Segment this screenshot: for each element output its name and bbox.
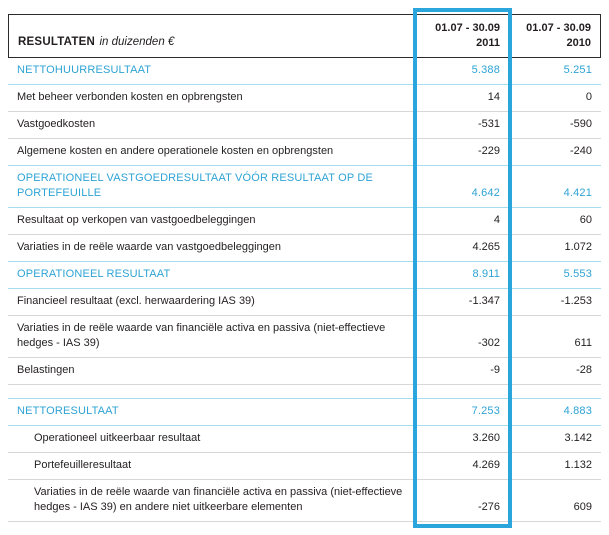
row-value-2010-cell xyxy=(509,208,601,235)
header-2011-year: 2011 xyxy=(476,37,500,49)
row-value-2011-cell xyxy=(414,316,509,358)
row-value-2010: -590 xyxy=(509,112,601,139)
header-title-emphasis: in duizenden € xyxy=(99,36,175,48)
row-label-cell xyxy=(8,166,414,208)
table-row xyxy=(8,358,601,385)
row-label: Vastgoedkosten xyxy=(8,112,414,139)
row-value-2010-cell xyxy=(509,289,601,316)
row-value-2011: 4 xyxy=(414,208,509,235)
table-row xyxy=(8,235,601,262)
row-value-2010: 1.072 xyxy=(509,235,601,262)
row-value-2011-cell xyxy=(414,289,509,316)
row-value-2010-cell xyxy=(509,139,601,166)
table-row xyxy=(8,112,601,139)
row-value-2011: 4.642 xyxy=(414,181,509,208)
table-row xyxy=(8,85,601,112)
table-header xyxy=(8,14,601,58)
header-2010-period: 01.07 - 30.09 xyxy=(526,22,591,34)
row-value-2011-cell xyxy=(414,58,509,85)
row-value-2011-cell xyxy=(414,426,509,453)
row-value-2011-cell xyxy=(414,208,509,235)
row-label-cell xyxy=(8,480,414,522)
row-value-2010: 5.553 xyxy=(509,262,601,289)
row-label-cell xyxy=(8,139,414,166)
row-value-2011-cell xyxy=(414,139,509,166)
row-value-2010: 611 xyxy=(509,331,601,358)
row-label-cell xyxy=(8,262,414,289)
row-value-2010-cell xyxy=(509,85,601,112)
row-value-2010-cell xyxy=(509,112,601,139)
row-label-cell xyxy=(8,385,414,399)
row-label: NETTORESULTAAT xyxy=(8,399,414,426)
row-value-2010-cell xyxy=(509,166,601,208)
row-label-cell xyxy=(8,358,414,385)
row-value-2011-cell xyxy=(414,399,509,426)
row-value-2011: -9 xyxy=(414,358,509,385)
row-value-2011: -276 xyxy=(414,495,509,522)
table-row xyxy=(8,166,601,208)
row-value-2010: 0 xyxy=(509,85,601,112)
table-row xyxy=(8,139,601,166)
row-label-cell xyxy=(8,112,414,139)
table-row xyxy=(8,289,601,316)
row-label: Belastingen xyxy=(8,358,414,385)
row-value-2011: -1.347 xyxy=(414,289,509,316)
row-value-2010: 5.251 xyxy=(509,58,601,85)
row-value-2010 xyxy=(509,385,601,399)
row-value-2011: 4.265 xyxy=(414,235,509,262)
table-row xyxy=(8,58,601,85)
row-value-2010: -28 xyxy=(509,358,601,385)
row-value-2010-cell xyxy=(509,235,601,262)
row-value-2010: 4.421 xyxy=(509,181,601,208)
row-label: Portefeuilleresultaat xyxy=(8,453,414,480)
header-title-strong: RESULTATEN xyxy=(18,36,96,48)
row-value-2010: 4.883 xyxy=(509,399,601,426)
row-label-cell xyxy=(8,58,414,85)
table-row xyxy=(8,480,601,522)
row-value-2011-cell xyxy=(414,385,509,399)
row-value-2010-cell xyxy=(509,453,601,480)
row-value-2011-cell xyxy=(414,166,509,208)
row-label-cell xyxy=(8,453,414,480)
row-value-2010-cell xyxy=(509,385,601,399)
row-value-2011-cell xyxy=(414,235,509,262)
header-2011-period: 01.07 - 30.09 xyxy=(435,22,500,34)
header-2010-year: 2010 xyxy=(566,37,591,49)
row-value-2011-cell xyxy=(414,262,509,289)
row-label: Variaties in de reële waarde van financiële activa en passiva (niet-effectieve hedges - IAS 39) en andere niet uitkeerbare elementen xyxy=(8,480,414,522)
header-cell-2011 xyxy=(414,14,509,58)
row-value-2011: 3.260 xyxy=(414,426,509,453)
row-label: Variaties in de reële waarde van vastgoedbeleggingen xyxy=(8,235,414,262)
row-value-2011-cell xyxy=(414,480,509,522)
row-label: OPERATIONEEL VASTGOEDRESULTAAT VÓÓR RESULTAAT OP DE PORTEFEUILLE xyxy=(8,166,414,208)
row-label-cell xyxy=(8,235,414,262)
row-value-2010-cell xyxy=(509,358,601,385)
table-row xyxy=(8,426,601,453)
row-value-2010: -240 xyxy=(509,139,601,166)
row-value-2011: -229 xyxy=(414,139,509,166)
row-value-2010-cell xyxy=(509,316,601,358)
row-value-2011: 8.911 xyxy=(414,262,509,289)
row-label-cell xyxy=(8,289,414,316)
row-label-cell xyxy=(8,399,414,426)
row-value-2011-cell xyxy=(414,112,509,139)
row-label: OPERATIONEEL RESULTAAT xyxy=(8,262,414,289)
row-label xyxy=(8,385,414,399)
row-value-2010-cell xyxy=(509,58,601,85)
row-value-2010: 3.142 xyxy=(509,426,601,453)
row-value-2011: 5.388 xyxy=(414,58,509,85)
row-value-2011: -531 xyxy=(414,112,509,139)
row-label: Variaties in de reële waarde van financiële activa en passiva (niet-effectieve hedges - IAS 39) xyxy=(8,316,414,358)
row-value-2011-cell xyxy=(414,85,509,112)
table-body xyxy=(8,58,601,522)
table-spacer-row xyxy=(8,385,601,399)
header-row xyxy=(8,14,601,58)
table-row xyxy=(8,399,601,426)
row-label: Operationeel uitkeerbaar resultaat xyxy=(8,426,414,453)
row-value-2011: 7.253 xyxy=(414,399,509,426)
row-value-2010-cell xyxy=(509,262,601,289)
row-label-cell xyxy=(8,85,414,112)
row-value-2011: 14 xyxy=(414,85,509,112)
row-value-2010-cell xyxy=(509,480,601,522)
table-row xyxy=(8,208,601,235)
header-cell-label xyxy=(8,14,414,58)
row-value-2011 xyxy=(414,385,509,399)
row-value-2010: 609 xyxy=(509,495,601,522)
row-value-2011: -302 xyxy=(414,331,509,358)
results-table xyxy=(8,14,601,522)
row-value-2011: 4.269 xyxy=(414,453,509,480)
table-row xyxy=(8,262,601,289)
row-label: Financieel resultaat (excl. herwaardering IAS 39) xyxy=(8,289,414,316)
row-label: Algemene kosten en andere operationele kosten en opbrengsten xyxy=(8,139,414,166)
row-label: NETTOHUURRESULTAAT xyxy=(8,58,414,85)
row-label-cell xyxy=(8,208,414,235)
row-label-cell xyxy=(8,426,414,453)
row-label: Resultaat op verkopen van vastgoedbeleggingen xyxy=(8,208,414,235)
row-value-2010: 1.132 xyxy=(509,453,601,480)
row-value-2010: -1.253 xyxy=(509,289,601,316)
row-value-2011-cell xyxy=(414,358,509,385)
table-row xyxy=(8,453,601,480)
table-row xyxy=(8,316,601,358)
row-label: Met beheer verbonden kosten en opbrengsten xyxy=(8,85,414,112)
row-label-cell xyxy=(8,316,414,358)
header-cell-2010 xyxy=(509,14,601,58)
row-value-2011-cell xyxy=(414,453,509,480)
row-value-2010: 60 xyxy=(509,208,601,235)
row-value-2010-cell xyxy=(509,399,601,426)
row-value-2010-cell xyxy=(509,426,601,453)
